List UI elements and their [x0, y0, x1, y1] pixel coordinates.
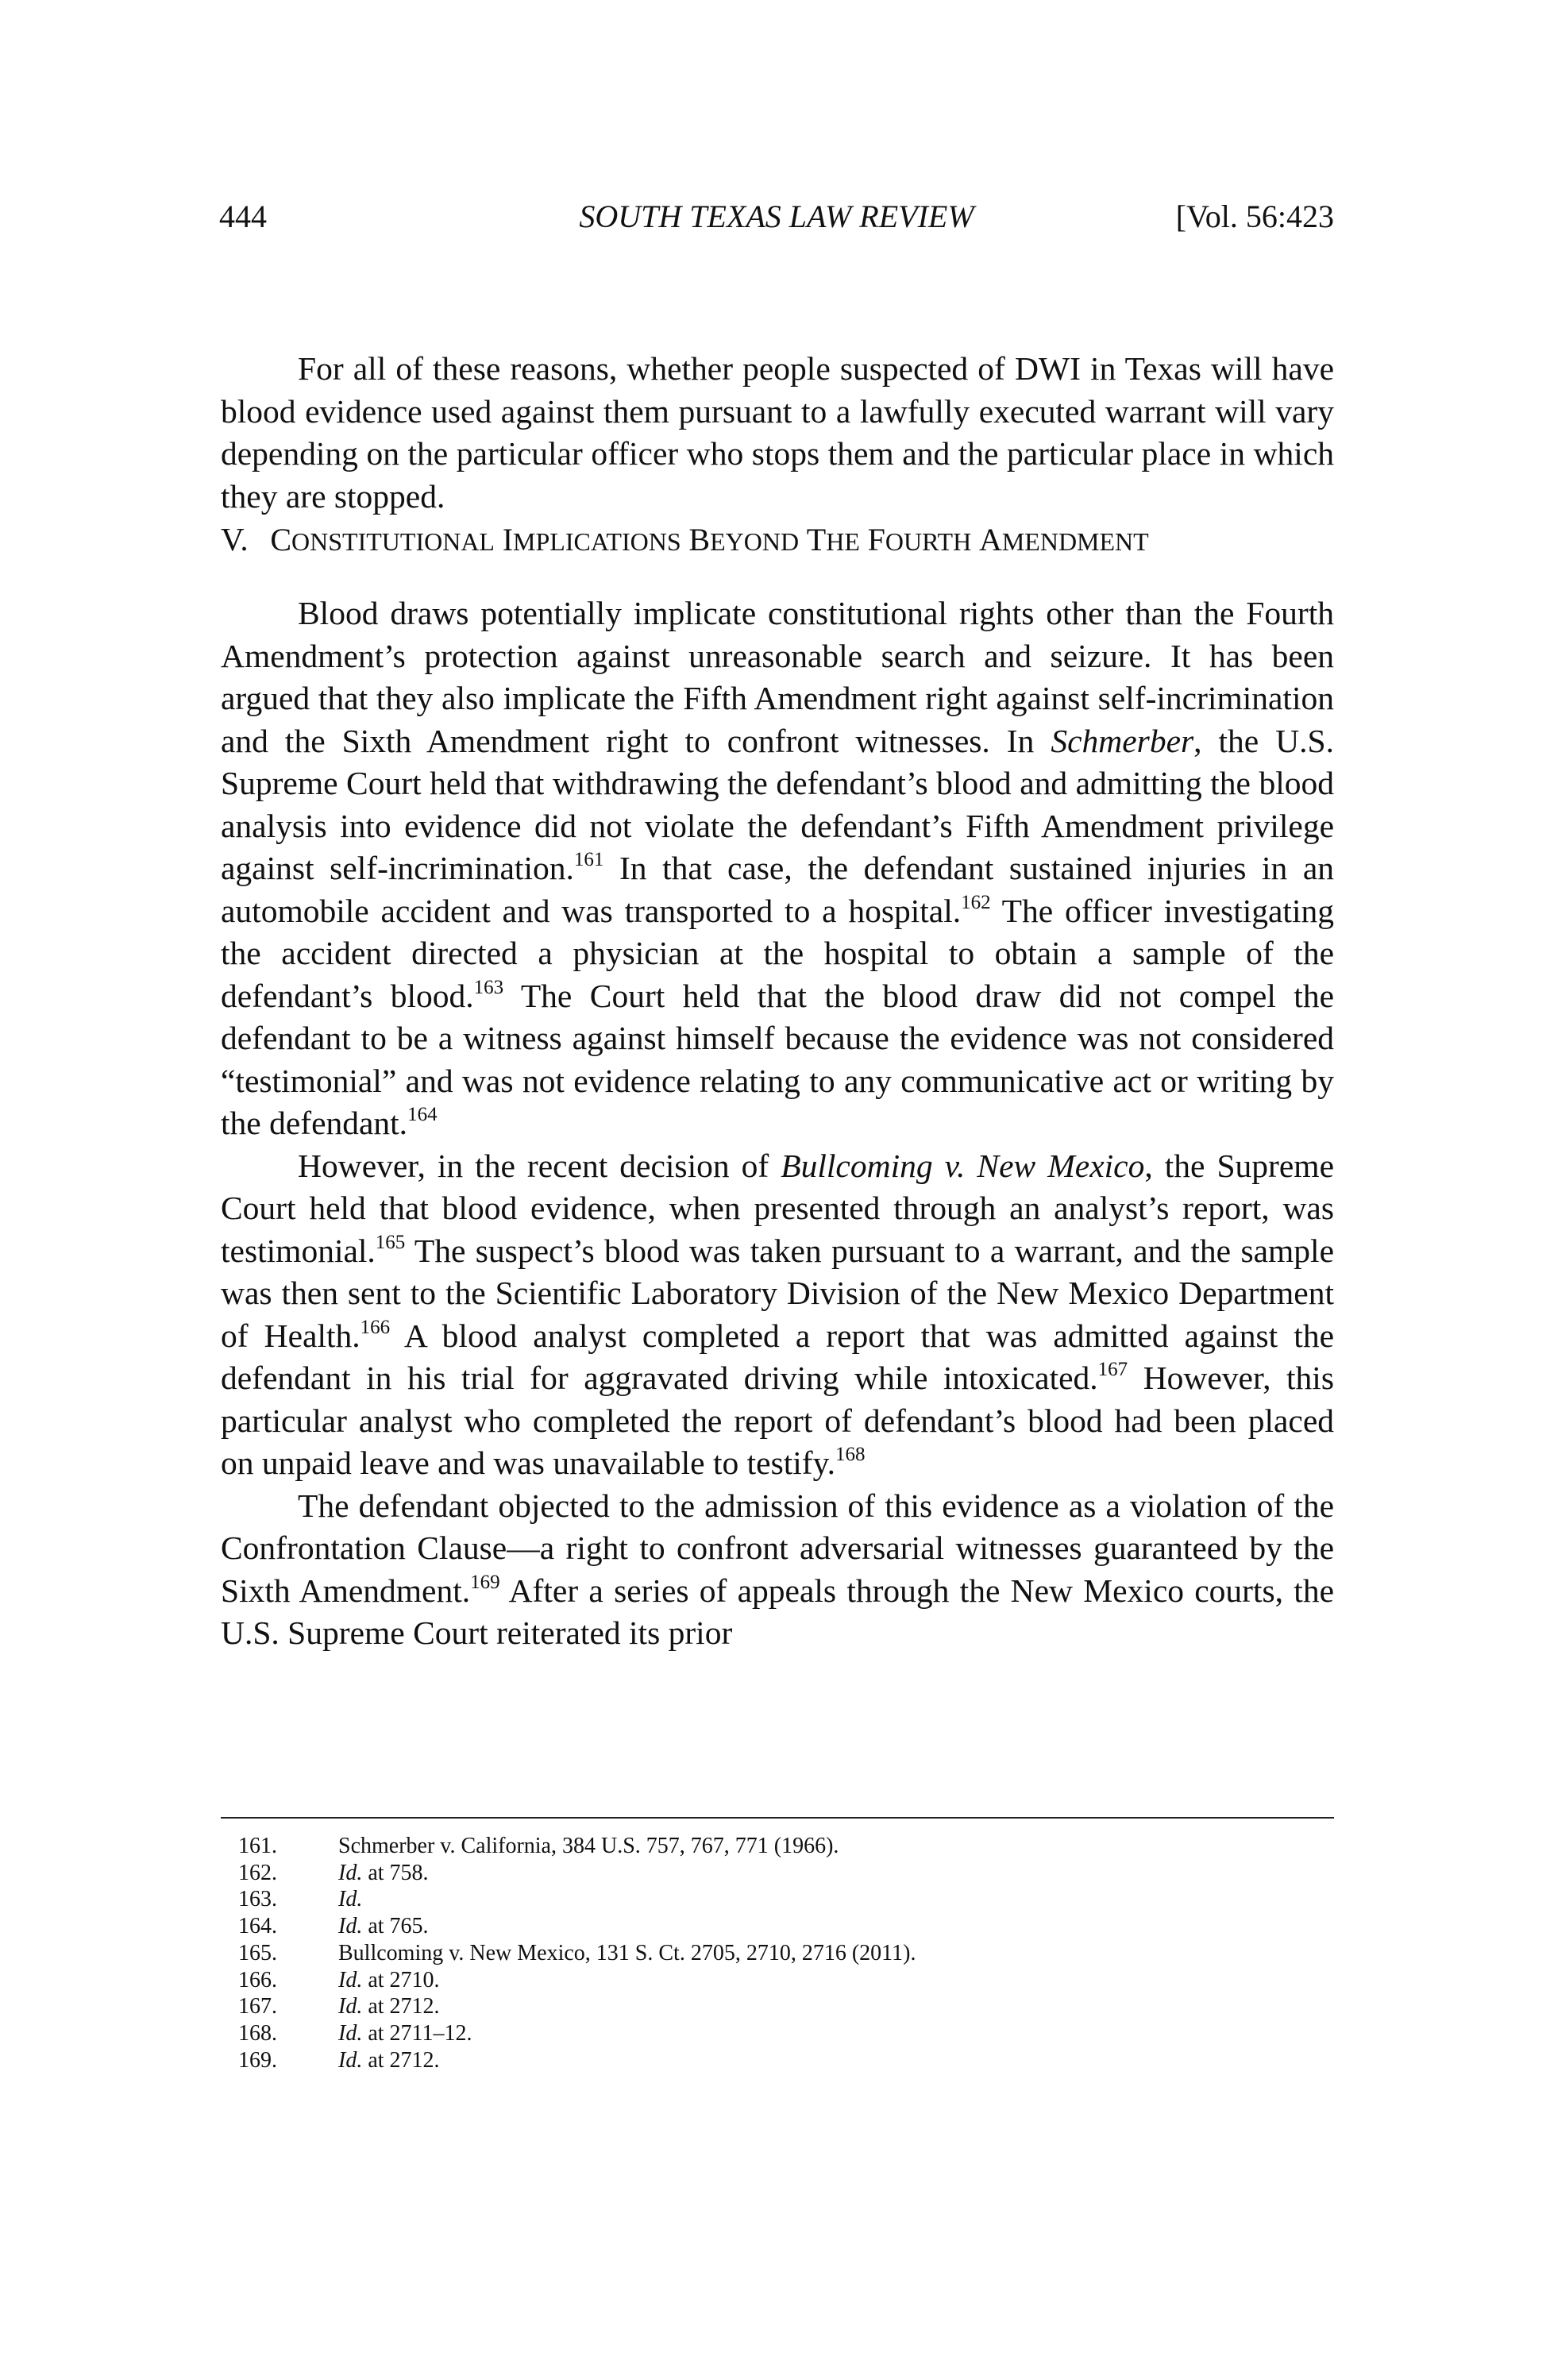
volume-citation: [Vol. 56:423 [1175, 199, 1334, 234]
footnote-162 [238, 1860, 1334, 1887]
footnote-text: at 765. [362, 1914, 429, 1939]
para2-text-4: The officer investigating the accident directed a physician at the hospital to obtain a sample of the defendant’s blood. [221, 892, 1334, 1014]
footnote-161 [238, 1833, 1334, 1860]
para3-text-1: However, in the recent decision of [298, 1147, 781, 1184]
footnote-italic: Id. [338, 1967, 363, 1992]
footnotes [238, 1833, 1334, 2073]
footnote-ref-166[interactable]: 166 [360, 1316, 391, 1338]
para3-text-5: However, this particular analyst who completed the report of defendant’s blood had been placed on unpaid leave and was unavailable to testify. [221, 1360, 1334, 1481]
paragraph-4 [221, 1485, 1334, 1655]
para3-text-4: A blood analyst completed a report that was admitted against the defendant in his trial for aggravated driving while intoxicated. [221, 1317, 1334, 1396]
footnote-ref-164[interactable]: 164 [407, 1104, 438, 1125]
footnote-text: at 2710. [362, 1967, 440, 1992]
footnote-166 [238, 1967, 1334, 1994]
para4-text-1: The defendant objected to the admission of this evidence as a violation of the Confrontation Clause—a right to confront adversarial witnesses guaranteed by the Sixth Amendment. [221, 1487, 1334, 1609]
footnote-number: 165. [238, 1940, 277, 1965]
para3-text-2: , the Supreme Court held that blood evidence, when presented through an analyst’s report, was testimonial. [221, 1147, 1334, 1269]
para2-text-1: Blood draws potentially implicate constitutional rights other than the Fourth Amendment’s protection against unreasonable search and seizure. It has been argued that they also implicate the Fifth Amendment right against self-incrimination and the Sixth Amendment right to confront witnesses. In [221, 595, 1334, 759]
body-block-1 [221, 348, 1334, 518]
footnote-number: 169. [238, 2047, 277, 2073]
footnote-italic: Id. [338, 1860, 363, 1885]
footnote-italic: Id. [338, 2020, 363, 2046]
footnote-text: Bullcoming v. New Mexico, 131 S. Ct. 2705, 2710, 2716 (2011). [338, 1940, 916, 1965]
footnote-ref-168[interactable]: 168 [835, 1444, 866, 1465]
footnote-italic: Id. [338, 1887, 363, 1912]
journal-title: SOUTH TEXAS LAW REVIEW [579, 199, 974, 234]
footnote-168 [238, 2020, 1334, 2047]
section-title: CONSTITUTIONAL IMPLICATIONS BEYOND THE FOURTH AMENDMENT [270, 522, 1149, 557]
para2-text-5: The Court held that the blood draw did not compel the defendant to be a witness against himself because the evidence was not considered “testimonial” and was not evidence relating to any communicative act or writing by the defendant. [221, 977, 1335, 1141]
footnote-ref-167[interactable]: 167 [1097, 1359, 1128, 1380]
footnote-167 [238, 1993, 1334, 2020]
footnote-italic: Id. [338, 1994, 363, 2019]
body-block-2 [221, 592, 1334, 1655]
footnote-ref-161[interactable]: 161 [573, 849, 604, 870]
footnote-number: 164. [238, 1914, 277, 1939]
footnote-text: at 2712. [362, 1994, 440, 2019]
footnote-number: 168. [238, 2020, 277, 2046]
footnote-italic: Id. [338, 2047, 363, 2073]
page-number: 444 [219, 199, 267, 234]
para2-text-2: , the U.S. Supreme Court held that withdrawing the defendant’s blood and admitting the blood analysis into evidence did not violate the defendant’s Fifth Amendment privilege against self-incrimination. [221, 722, 1335, 886]
paragraph-2 [221, 592, 1334, 1145]
footnote-ref-163[interactable]: 163 [473, 976, 504, 998]
footnote-number: 161. [238, 1834, 277, 1858]
footnote-163 [238, 1886, 1334, 1913]
case-name-schmerber: Schmerber [1051, 722, 1194, 759]
footnote-165 [238, 1940, 1334, 1967]
footnote-text: at 758. [362, 1860, 429, 1885]
footnote-divider [221, 1817, 1334, 1819]
footnote-ref-169[interactable]: 169 [470, 1571, 500, 1593]
footnote-text: at 2711–12. [362, 2020, 472, 2046]
paragraph-3 [221, 1145, 1334, 1485]
footnote-number: 162. [238, 1860, 277, 1885]
footnote-ref-162[interactable]: 162 [961, 891, 991, 913]
para2-text-3: In that case, the defendant sustained injuries in an automobile accident and was transported to a hospital. [221, 850, 1334, 929]
footnote-text: Schmerber v. California, 384 U.S. 757, 767, 771 (1966). [338, 1834, 839, 1858]
para3-text-3: The suspect’s blood was taken pursuant to a warrant, and the sample was then sent to the Scientific Laboratory Division of the New Mexico Department of Health. [221, 1232, 1334, 1354]
para4-text-2: After a series of appeals through the New Mexico courts, the U.S. Supreme Court reiterated its prior [221, 1572, 1334, 1651]
footnote-164 [238, 1913, 1334, 1940]
footnote-italic: Id. [338, 1914, 363, 1939]
paragraph-1: For all of these reasons, whether people suspected of DWI in Texas will have blood evidence used against them pursuant to a lawfully executed warrant will vary depending on the particular officer who stops them and the particular place in which they are stopped. [221, 350, 1334, 515]
case-name-bullcoming: Bullcoming v. New Mexico [781, 1147, 1145, 1184]
footnote-number: 166. [238, 1967, 277, 1992]
footnote-169 [238, 2047, 1334, 2074]
footnote-number: 167. [238, 1994, 277, 2019]
section-heading [221, 519, 1334, 561]
footnote-number: 163. [238, 1887, 277, 1912]
section-number: V. [221, 521, 249, 557]
footnote-ref-165[interactable]: 165 [375, 1231, 406, 1253]
footnote-text: at 2712. [362, 2047, 440, 2073]
running-header [219, 197, 1334, 237]
